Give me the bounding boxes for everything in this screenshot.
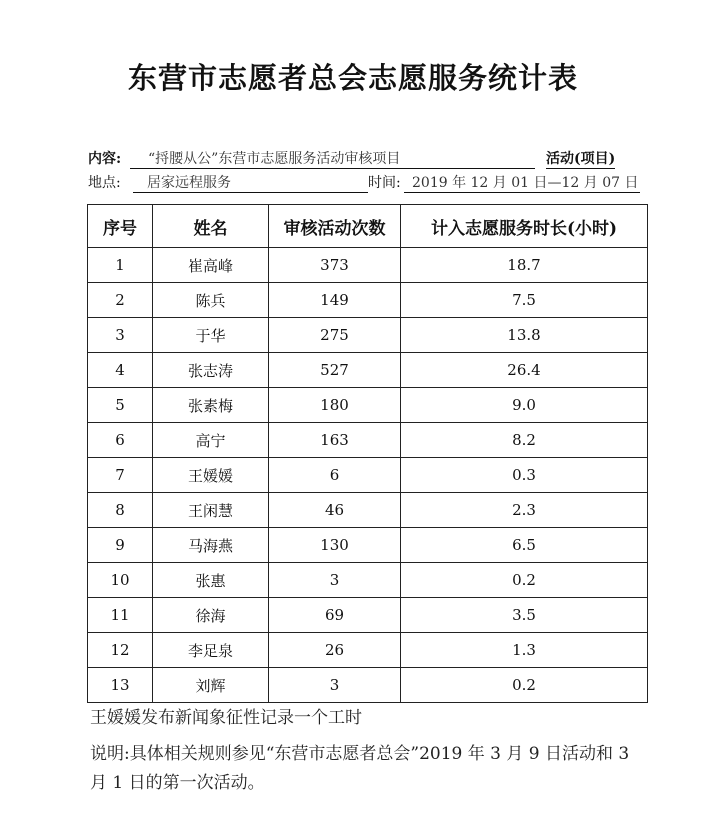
cell-hours: 0.2 — [401, 668, 648, 703]
cell-seq: 13 — [88, 668, 153, 703]
project-name: “捋腰从公”东营市志愿服务活动审核项目 — [130, 148, 535, 169]
page-title: 东营市志愿者总会志愿服务统计表 — [127, 61, 578, 95]
cell-count: 3 — [269, 563, 401, 598]
cell-seq: 1 — [88, 248, 153, 283]
table-row — [88, 633, 648, 668]
cell-name: 崔高峰 — [153, 248, 269, 283]
cell-count: 69 — [269, 598, 401, 633]
cell-name: 王媛媛 — [153, 458, 269, 493]
cell-hours: 9.0 — [401, 388, 648, 423]
content-info-line — [88, 148, 616, 168]
table-row — [88, 528, 648, 563]
cell-seq: 8 — [88, 493, 153, 528]
cell-count: 373 — [269, 248, 401, 283]
content-label: 内容: — [88, 151, 122, 167]
cell-name: 张志涛 — [153, 353, 269, 388]
place-label: 地点: — [88, 175, 121, 191]
table-row — [88, 458, 648, 493]
cell-hours: 13.8 — [401, 318, 648, 353]
cell-name: 张惠 — [153, 563, 269, 598]
note-line-1: 王媛媛发布新闻象征性记录一个工时 — [90, 708, 362, 728]
cell-count: 3 — [269, 668, 401, 703]
table-row — [88, 493, 648, 528]
note-line-2: 说明:具体相关规则参见“东营市志愿者总会”2019 年 3 月 9 日活动和 3 月 1 日的第一次活动。 — [90, 744, 630, 793]
place-value: 居家远程服务 — [133, 172, 368, 193]
cell-seq: 9 — [88, 528, 153, 563]
cell-seq: 5 — [88, 388, 153, 423]
cell-seq: 6 — [88, 423, 153, 458]
cell-seq: 11 — [88, 598, 153, 633]
cell-count: 26 — [269, 633, 401, 668]
cell-name: 李足泉 — [153, 633, 269, 668]
place-time-info-line — [88, 172, 639, 192]
cell-name: 张素梅 — [153, 388, 269, 423]
cell-seq: 4 — [88, 353, 153, 388]
cell-count: 163 — [269, 423, 401, 458]
cell-count: 527 — [269, 353, 401, 388]
cell-count: 275 — [269, 318, 401, 353]
cell-hours: 0.2 — [401, 563, 648, 598]
cell-hours: 7.5 — [401, 283, 648, 318]
cell-seq: 7 — [88, 458, 153, 493]
time-label: 时间: — [368, 175, 401, 191]
table-row — [88, 563, 648, 598]
cell-count: 149 — [269, 283, 401, 318]
cell-hours: 18.7 — [401, 248, 648, 283]
cell-name: 于华 — [153, 318, 269, 353]
table-row — [88, 423, 648, 458]
table-row — [88, 668, 648, 703]
table-row — [88, 353, 648, 388]
table-header-row — [88, 205, 648, 248]
cell-count: 180 — [269, 388, 401, 423]
cell-name: 陈兵 — [153, 283, 269, 318]
header-hours: 计入志愿服务时长(小时) — [401, 205, 648, 248]
cell-seq: 12 — [88, 633, 153, 668]
header-name: 姓名 — [153, 205, 269, 248]
table-row — [88, 248, 648, 283]
cell-seq: 3 — [88, 318, 153, 353]
table-row — [88, 318, 648, 353]
cell-hours: 8.2 — [401, 423, 648, 458]
cell-hours: 3.5 — [401, 598, 648, 633]
table-row — [88, 598, 648, 633]
header-seq: 序号 — [88, 205, 153, 248]
cell-count: 130 — [269, 528, 401, 563]
cell-hours: 2.3 — [401, 493, 648, 528]
cell-name: 徐海 — [153, 598, 269, 633]
table-row — [88, 283, 648, 318]
cell-hours: 26.4 — [401, 353, 648, 388]
cell-hours: 0.3 — [401, 458, 648, 493]
cell-name: 刘辉 — [153, 668, 269, 703]
cell-count: 6 — [269, 458, 401, 493]
header-count: 审核活动次数 — [269, 205, 401, 248]
cell-seq: 2 — [88, 283, 153, 318]
cell-hours: 6.5 — [401, 528, 648, 563]
cell-hours: 1.3 — [401, 633, 648, 668]
activity-label: 活动(项目) — [546, 148, 615, 169]
cell-name: 王闲慧 — [153, 493, 269, 528]
volunteer-stats-table — [87, 204, 648, 703]
cell-seq: 10 — [88, 563, 153, 598]
cell-count: 46 — [269, 493, 401, 528]
cell-name: 高宁 — [153, 423, 269, 458]
table-body — [88, 248, 648, 703]
time-value: 2019 年 12 月 01 日—12 月 07 日 — [404, 172, 640, 193]
cell-name: 马海燕 — [153, 528, 269, 563]
table-row — [88, 388, 648, 423]
